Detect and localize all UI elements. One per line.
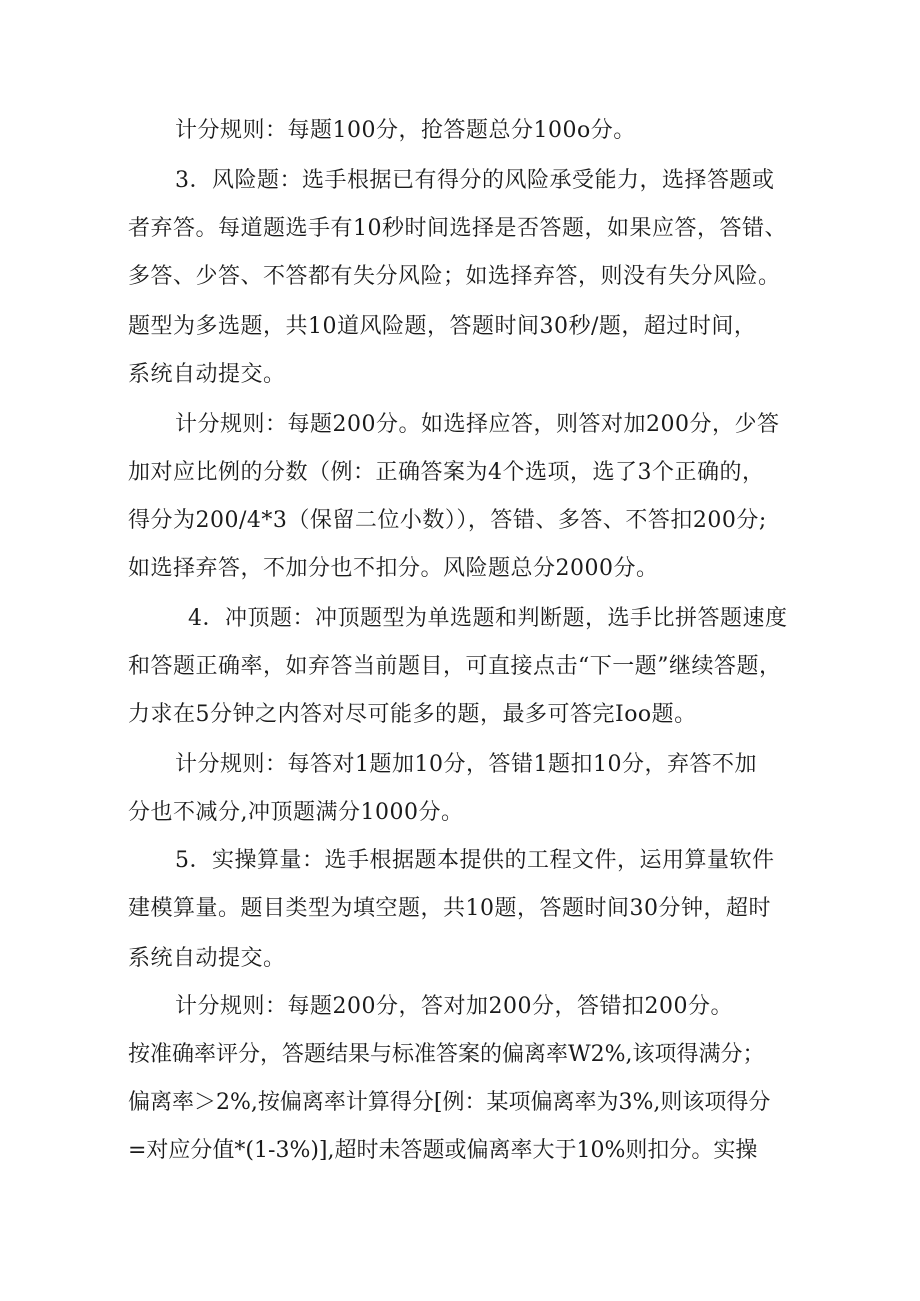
text-line-9: 得分为200/4*3（保留二位小数）），答错、多答、不答扣200分; — [128, 508, 767, 533]
text-line-4: 多答、少答、不答都有失分风险；如选择弃答，则没有失分风险。 — [128, 264, 781, 289]
text-line-8: 加对应比例的分数（例：正确答案为4个选项，选了3个正确的， — [128, 460, 765, 485]
text-line-5: 题型为多选题，共10道风险题，答题时间30秒/题，超过时间， — [128, 314, 757, 339]
text-line-22: =对应分值*(1-3%)],超时未答题或偏离率大于10%则扣分。实操 — [128, 1138, 758, 1163]
text-line-19: 计分规则：每题200分，答对加200分，答错扣200分。 — [175, 994, 733, 1019]
text-line-12: 和答题正确率，如弃答当前题目，可直接点击“下一题”继续答题， — [128, 654, 782, 679]
text-line-7: 计分规则：每题200分。如选择应答，则答对加200分，少答 — [175, 412, 780, 437]
text-line-21: 偏离率＞2%,按偏离率计算得分[例：某项偏离率为3%,则该项得分 — [128, 1090, 771, 1115]
text-line-3: 者弃答。每道题选手有10秒时间选择是否答题，如果应答，答错、 — [128, 216, 787, 241]
text-line-1: 计分规则：每题100分，抢答题总分100o分。 — [175, 118, 636, 143]
text-line-16: 5．实操算量：选手根据题本提供的工程文件，运用算量软件 — [175, 848, 775, 873]
text-line-11: 4．冲顶题：冲顶题型为单选题和判断题，选手比拼答题速度 — [188, 606, 788, 631]
text-line-18: 系统自动提交。 — [128, 946, 286, 971]
text-line-6: 系统自动提交。 — [128, 362, 286, 387]
text-line-15: 分也不减分,冲顶题满分1000分。 — [128, 800, 464, 825]
text-line-14: 计分规则：每答对1题加10分，答错1题扣10分，弃答不加 — [175, 752, 757, 777]
text-line-17: 建模算量。题目类型为填空题，共10题，答题时间30分钟，超时 — [128, 896, 771, 921]
text-line-2: 3．风险题：选手根据已有得分的风险承受能力，选择答题或 — [175, 168, 775, 193]
text-line-10: 如选择弃答，不加分也不扣分。风险题总分2000分。 — [128, 556, 659, 581]
text-line-13: 力求在5分钟之内答对尽可能多的题，最多可答完Ioo题。 — [128, 702, 697, 727]
text-line-20: 按准确率评分，答题结果与标准答案的偏离率W2%,该项得满分； — [128, 1042, 765, 1067]
